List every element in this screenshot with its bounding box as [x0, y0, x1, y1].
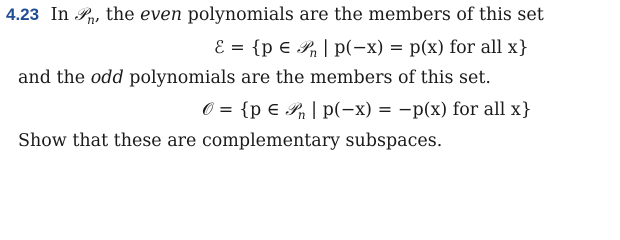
odd-set-definition [202, 99, 532, 126]
exercise-statement-line [6, 4, 544, 31]
odd-intro-line [18, 67, 491, 89]
conclusion-line: Show that these are complementary subspaces. [18, 131, 443, 151]
exercise-number: 4.23 [6, 5, 40, 24]
odd-intro-pre: and the [18, 68, 86, 88]
polynomial-space-subscript: n [87, 13, 95, 27]
polynomial-space-symbol: 𝒫 [74, 5, 88, 25]
even-set-space-subscript: n [309, 46, 318, 60]
odd-word: odd [90, 68, 124, 88]
odd-set-condition: | p(−x) = −p(x) for all x} [305, 100, 532, 120]
even-set-space-symbol: 𝒫 [296, 38, 310, 58]
intro-pre-text: In [50, 5, 69, 25]
even-set-lhs: ℰ = {p ∈ [214, 38, 297, 58]
odd-set-space-subscript: n [297, 108, 306, 122]
odd-set-space-symbol: 𝒫 [285, 100, 298, 120]
intro-end-text: polynomials are the members of this set [187, 5, 544, 25]
even-word: even [140, 5, 183, 25]
odd-set-lhs: 𝒪 = {p ∈ [202, 100, 286, 120]
odd-intro-post: polynomials are the members of this set. [129, 68, 491, 88]
even-set-condition: | p(−x) = p(x) for all x} [317, 38, 529, 58]
intro-post-text: , the [94, 5, 135, 25]
even-set-definition [214, 37, 529, 64]
